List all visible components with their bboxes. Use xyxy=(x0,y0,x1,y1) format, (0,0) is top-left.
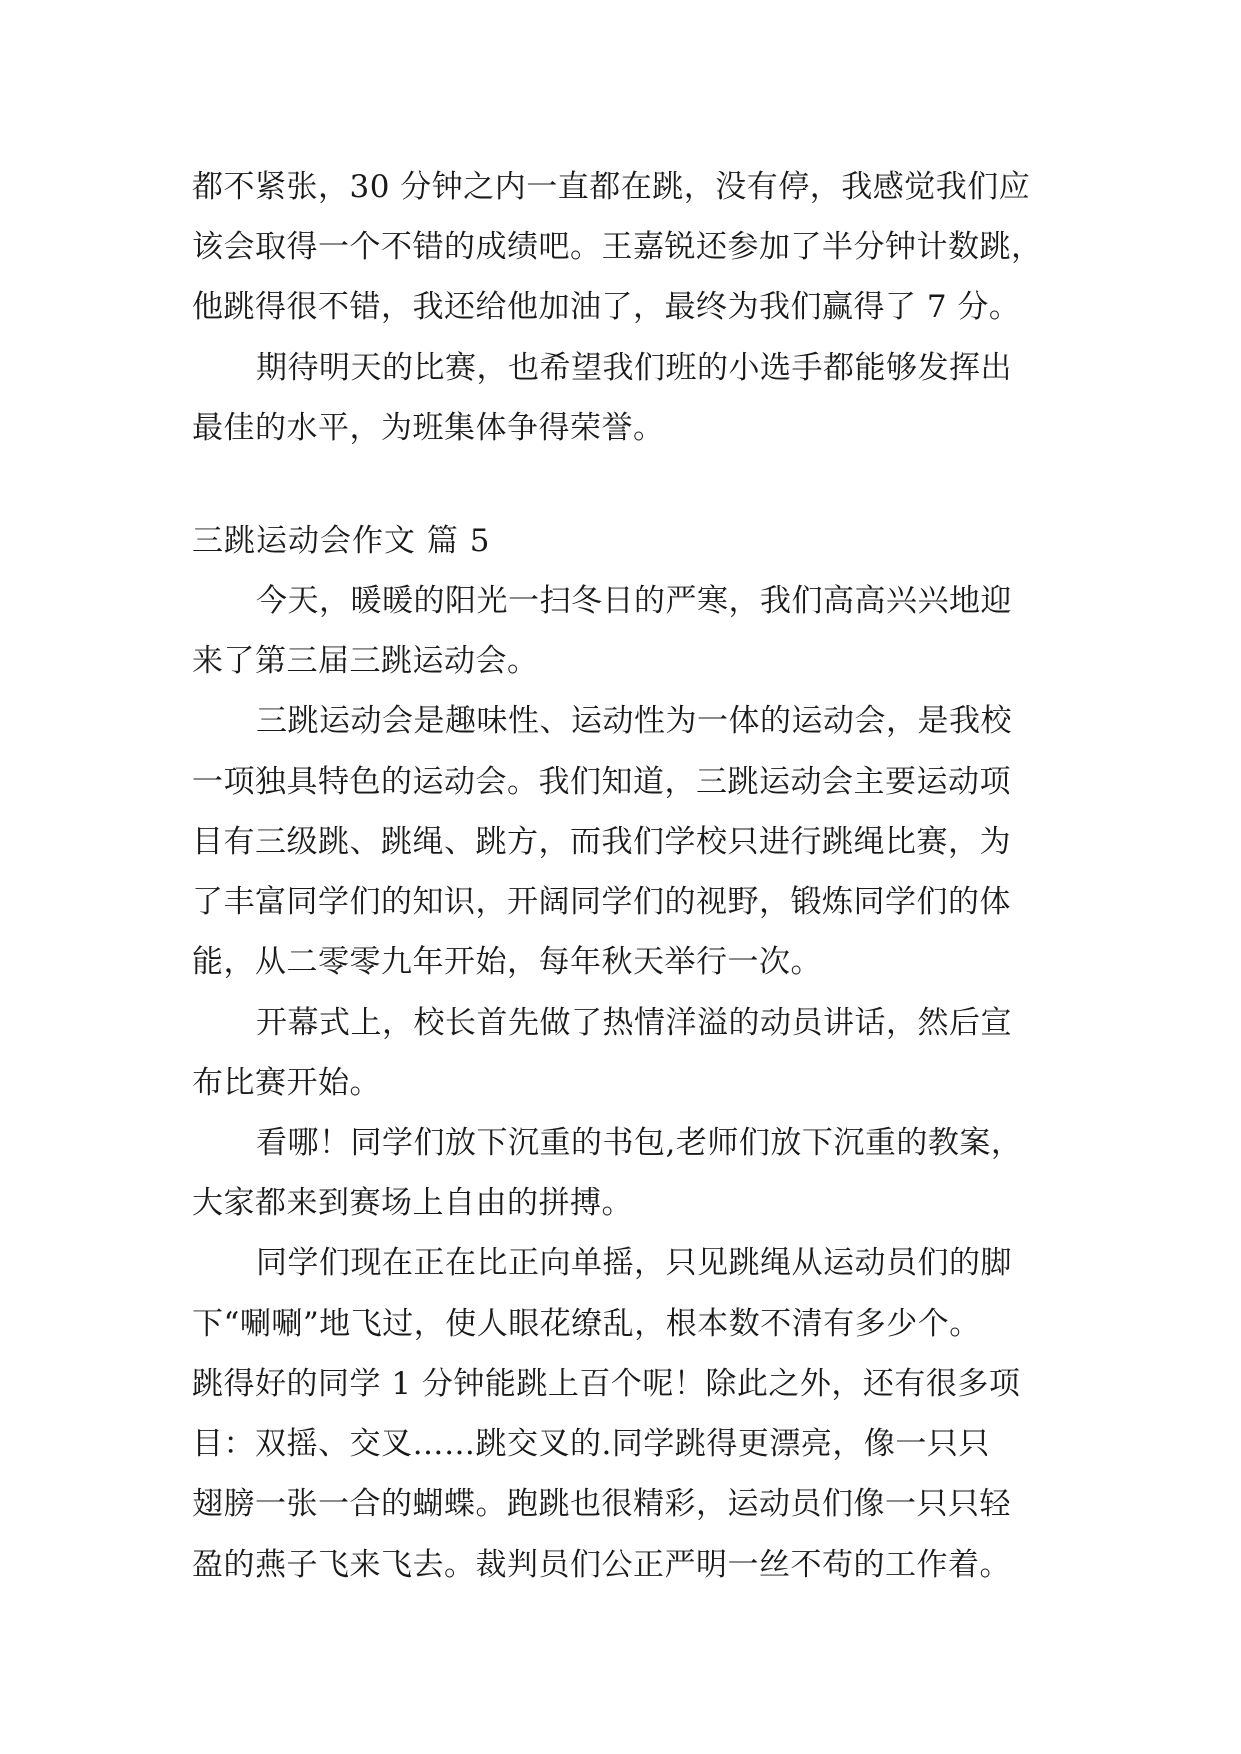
paragraph-line: 开幕式上，校长首先做了热情洋溢的动员讲话，然后宣 xyxy=(256,1005,1012,1041)
paragraph-line: 看哪！同学们放下沉重的书包,老师们放下沉重的教案， xyxy=(256,1125,1023,1161)
paragraph-line: 跳得好的同学 1 分钟能跳上百个呢！除此之外，还有很多项 xyxy=(192,1366,1021,1402)
paragraph-line: 今天，暖暖的阳光一扫冬日的严寒，我们高高兴兴地迎 xyxy=(256,583,1012,619)
paragraph-line: 最佳的水平，为班集体争得荣誉。 xyxy=(192,410,665,446)
paragraph-line: 三跳运动会是趣味性、运动性为一体的运动会，是我校 xyxy=(256,703,1012,739)
paragraph-line: 同学们现在正在比正向单摇，只见跳绳从运动员们的脚 xyxy=(256,1245,1012,1281)
paragraph-line: 来了第三届三跳运动会。 xyxy=(192,643,539,679)
paragraph-line: 能，从二零零九年开始，每年秋天举行一次。 xyxy=(192,944,822,980)
paragraph-line: 期待明天的比赛，也希望我们班的小选手都能够发挥出 xyxy=(256,350,1012,386)
paragraph-line: 目有三级跳、跳绳、跳方，而我们学校只进行跳绳比赛，为 xyxy=(192,824,1011,860)
paragraph-line: 大家都来到赛场上自由的拼搏。 xyxy=(192,1185,633,1221)
paragraph-line: 目：双摇、交叉……跳交叉的.同学跳得更漂亮，像一只只 xyxy=(192,1426,990,1462)
paragraph-line: 盈的燕子飞来飞去。裁判员们公正严明一丝不苟的工作着。 xyxy=(192,1547,1011,1583)
section-heading: 三跳运动会作文 篇 5 xyxy=(192,523,491,559)
paragraph-line: 下“唰唰”地飞过，使人眼花缭乱，根本数不清有多少个。 xyxy=(192,1306,981,1342)
paragraph-line: 他跳得很不错，我还给他加油了，最终为我们赢得了 7 分。 xyxy=(192,289,1021,325)
paragraph-line: 了丰富同学们的知识，开阔同学们的视野，锻炼同学们的体 xyxy=(192,884,1011,920)
paragraph-line: 该会取得一个不错的成绩吧。王嘉锐还参加了半分钟计数跳， xyxy=(192,229,1043,265)
paragraph-line: 翅膀一张一合的蝴蝶。跑跳也很精彩，运动员们像一只只轻 xyxy=(192,1486,1011,1522)
paragraph-line: 一项独具特色的运动会。我们知道，三跳运动会主要运动项 xyxy=(192,764,1011,800)
paragraph-line: 布比赛开始。 xyxy=(192,1065,381,1101)
paragraph-line: 都不紧张，30 分钟之内一直都在跳，没有停，我感觉我们应 xyxy=(192,169,1031,205)
